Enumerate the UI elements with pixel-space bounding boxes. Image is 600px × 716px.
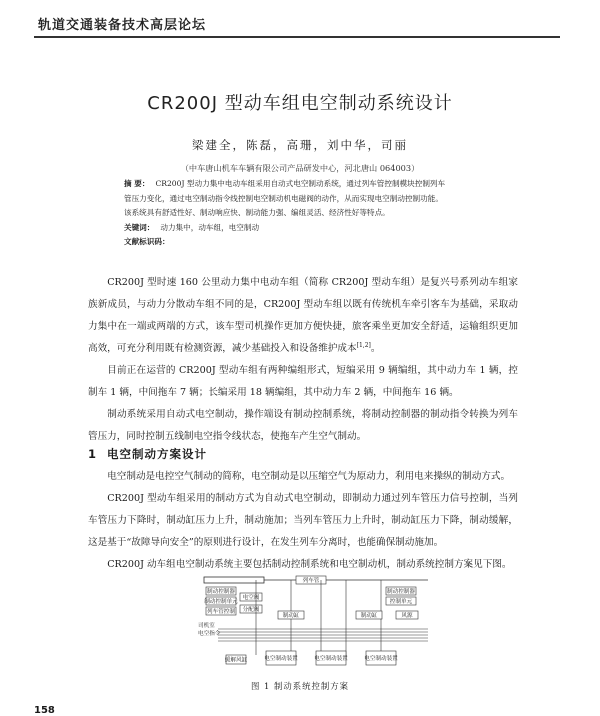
box-label: 电空阀 — [242, 595, 260, 601]
doc-code-label: 文献标识码： — [124, 237, 170, 246]
section-title: 电空制动方案设计 — [107, 447, 208, 461]
body-paragraph: 制动系统采用自动式电空制动，操作端设有制动控制系统，将制动控制器的制动指令转换为列车管压力，同时控制五线制电空指令线状态，使拖车产生空气制动。 — [88, 409, 518, 442]
body-section-1 — [88, 466, 518, 576]
right-boxes — [386, 587, 418, 619]
box-label: 分配阀 — [242, 607, 260, 613]
affiliation: （中车唐山机车车辆有限公司产品研发中心，河北唐山 064003） — [180, 163, 420, 173]
paper-title: CR200J 型动车组电空制动系统设计 — [147, 93, 453, 114]
box-label: 缓解风缸 — [224, 657, 248, 664]
left-boxes — [204, 587, 262, 615]
body-paragraph: CR200J 型动车组采用的制动方式为自动式电空制动，即制动力通过列车管压力信号控制，当列车管压力下降时，制动缸压力上升，制动施加；当列车管压力上升时，制动缸压力下降，制动缓解，这是基于“故障导向安全”的原则进行设计，在发生列车分离时，也能确保制动施加。 — [88, 493, 518, 548]
section-number: 1 — [88, 447, 98, 461]
doc-code — [124, 235, 502, 250]
box-label: 制动控制器 — [207, 589, 235, 595]
left-label: 司机室 — [198, 623, 215, 629]
brake-control-diagram — [196, 575, 432, 675]
abstract-line: 摘 要： CR200J 型动力集中电动车组采用自动式电空制动系统，通过列车管控制模块控制列车 — [124, 179, 446, 188]
box-label: 制动缸 — [282, 613, 300, 619]
body-paragraph: CR200J 动车组电空制动系统主要包括制动控制系统和电空制动机，制动系统控制方案见下图。 — [107, 559, 512, 570]
body-paragraph: 电空制动是电控空气制动的简称，电空制动是以压缩空气为原动力，利用电来操纵的制动方式。 — [107, 471, 511, 482]
citation: [1,2] — [356, 341, 371, 349]
figure-caption: 图 1 制动系统控制方案 — [250, 681, 350, 691]
body-paragraph: 目前正在运营的 CR200J 型动车组有两种编组形式，短编采用 9 辆编组，其中动力车 1 辆，控制车 1 辆，中间拖车 7 辆；长编采用 18 辆编组，其中动力车 2 辆，中间拖车 16 辆。 — [88, 365, 518, 398]
abstract-label: 摘 要： — [124, 179, 150, 188]
abstract-line: 管压力变化，通过电空制动指令线控制电空制动机电磁阀的动作，从而实现电空制动控制功能。 — [124, 193, 443, 203]
train-body — [204, 577, 264, 583]
section-heading — [88, 446, 207, 462]
abstract-line: 该系统具有舒适性好、制动响应快、制动能力强、编组灵活、经济性好等特点。 — [124, 208, 390, 217]
box-label: 制动控制器 — [387, 589, 415, 595]
box-label: 列车管控制 — [207, 609, 235, 615]
abstract-block — [124, 177, 502, 250]
box-label: 风源 — [401, 613, 413, 619]
page-number: 158 — [34, 705, 55, 716]
box-label: 电空制动装置 — [364, 656, 398, 662]
box-label: 电空制动装置 — [314, 656, 348, 662]
box-label: 电空制动装置 — [264, 656, 298, 662]
top-label: 列车管 — [302, 578, 320, 585]
keywords: 关键词： 动力集中，动车组，电空制动 — [124, 222, 260, 232]
box-label: 制动控制单元 — [204, 599, 238, 605]
keywords-label: 关键词： — [124, 222, 155, 232]
box-label: 制动缸 — [360, 613, 378, 619]
body-paragraph: CR200J 型时速 160 公里动力集中电动车组（简称 CR200J 型动车组）是复兴号系列动车组家族新成员，与动力分散动车组不同的是，CR200J 型动车组以既有传统机车牵引客车为基础，采取动力集中在一端或两端的方式，该车型司机操作更加方便快捷，旅客乘坐更加安全舒适，运输组织更加高效，可充分利用既有检测资源，减少基础投入和设备维护成本[1,2]。 — [88, 277, 518, 354]
body-intro — [88, 272, 518, 448]
authors: 梁建全，陈磊，高珊，刘中华，司丽 — [192, 138, 408, 152]
running-head: 轨道交通装备技术高层论坛 — [38, 18, 207, 33]
mid-label: 电空指令 — [198, 631, 221, 637]
box-label: 控制单元 — [389, 599, 413, 605]
header-rule — [34, 36, 560, 38]
